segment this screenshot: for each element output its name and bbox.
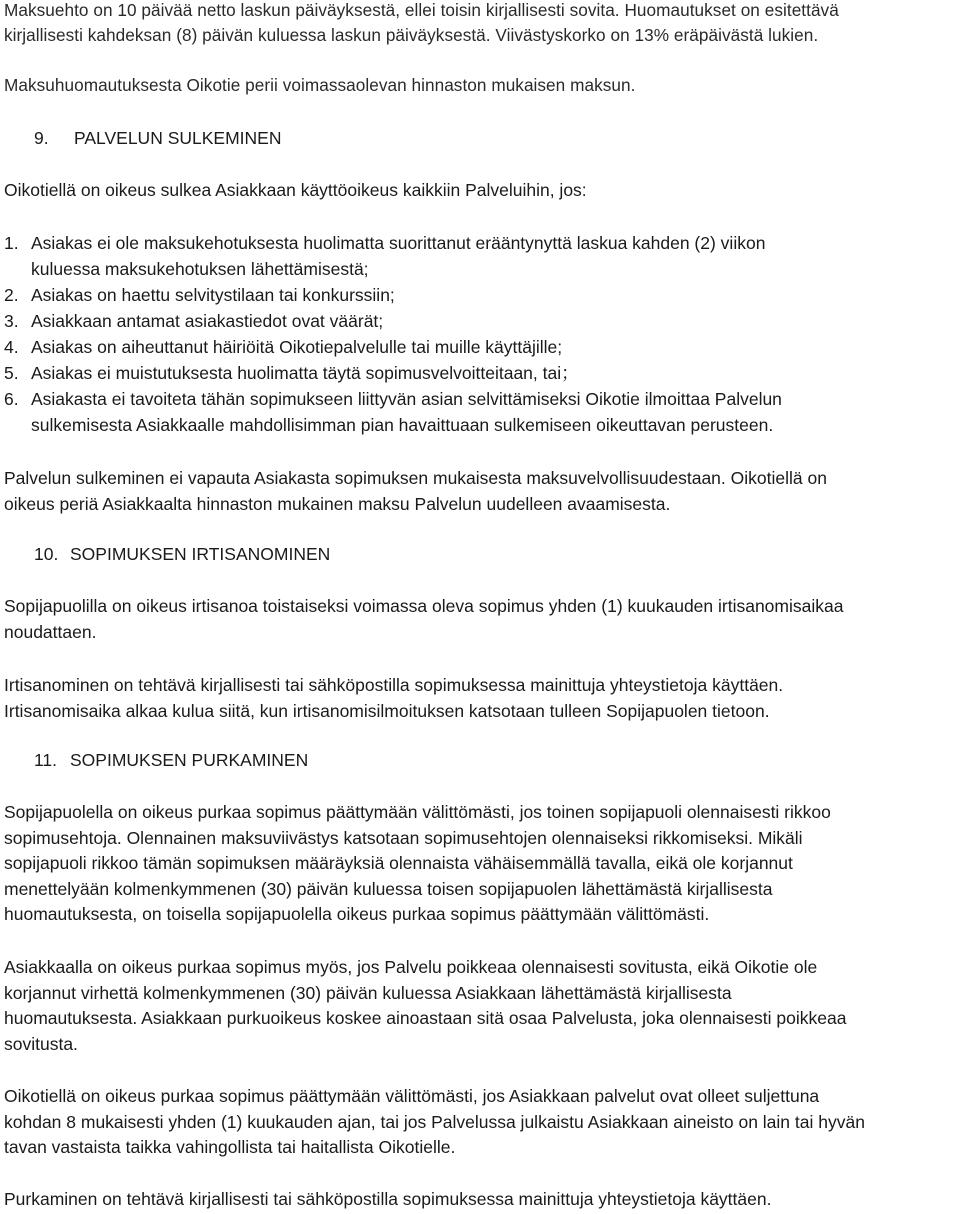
section-11-paragraph <box>4 955 960 1057</box>
list-marker: 5. <box>4 363 19 383</box>
list-marker: 6. <box>4 389 19 409</box>
list-text: Asiakas ei ole maksukehotuksesta huolimatta suorittanut erääntynyttä laskua kahden (2) viikon <box>31 233 766 253</box>
list-marker: 2. <box>4 285 19 305</box>
section-11-paragraph <box>4 800 960 928</box>
list-item <box>4 282 395 308</box>
list-text: kuluessa maksukehotuksen lähettämisestä; <box>31 259 369 279</box>
text-line: korjannut virhettä kolmenkymmenen (30) päivän kuluessa Asiakkaan lähettämästä kirjallisesta <box>4 982 732 1003</box>
text-line: Irtisanominen on tehtävä kirjallisesti tai sähköpostilla sopimuksessa mainittuja yhteystietoja käyttäen. <box>4 675 784 695</box>
section-9-heading <box>34 126 281 150</box>
text-line: menettelyään kolmenkymmenen (30) päivän kuluessa toisen sopijapuolen lähettämästä kirjallisesta <box>4 878 773 899</box>
text-line: Oikotiellä on oikeus purkaa sopimus päättymään välittömästi, jos Asiakkaan palvelut ovat olleet suljettuna <box>4 1086 820 1106</box>
section-11-paragraph <box>4 1084 960 1161</box>
text-line: sopijapuoli rikkoo tämän sopimuksen määräyksiä olennaista vähäisemmällä tavalla, eikä ole korjannut <box>4 853 793 873</box>
section-title: SOPIMUKSEN IRTISANOMINEN <box>70 544 331 564</box>
text-line: Maksuhuomautuksesta Oikotie perii voimassaolevan hinnaston mukaisen maksun. <box>4 75 636 95</box>
text-line: huomautuksesta. Asiakkaan purkuoikeus koskee ainoastaan sitä osaa Palvelusta, joka olennaisesti poikkeaa <box>4 1008 847 1028</box>
text-line: tavan vastaista taikka vahingollista tai haitallista Oikotielle. <box>4 1137 456 1157</box>
text-line: Sopijapuolilla on oikeus irtisanoa toistaiseksi voimassa oleva sopimus yhden (1) kuukauden irtisanomisaikaa <box>4 596 844 616</box>
text-line: Palvelun sulkeminen ei vapauta Asiakasta sopimuksen mukaisesta maksuvelvollisuudestaan. Oikotiellä on <box>4 468 827 488</box>
list-marker: 4. <box>4 337 19 357</box>
list-item <box>4 230 765 282</box>
text-line: huomautuksesta, on toisella sopijapuolella oikeus purkaa sopimus päättymään välittömästi. <box>4 904 710 924</box>
section-10-paragraph <box>4 594 960 645</box>
section-title: PALVELUN SULKEMINEN <box>74 128 282 148</box>
reminder-fee-paragraph <box>4 73 635 98</box>
list-item <box>4 386 782 438</box>
section-10-paragraph <box>4 673 960 724</box>
list-text: sulkemisesta Asiakkaalle mahdollisimman pian havaittuaan sulkemiseen oikeuttavan perusteen. <box>31 415 774 435</box>
section-9-closing <box>4 466 960 517</box>
section-number: 11. <box>34 750 58 770</box>
text-line: Oikotiellä on oikeus sulkea Asiakkaan käyttöoikeus kaikkiin Palveluihin, jos: <box>4 180 587 200</box>
text-line: Asiakkaalla on oikeus purkaa sopimus myös, jos Palvelu poikkeaa olennaisesti sovitusta, eikä Oikotie ole <box>4 957 818 977</box>
text-line: oikeus periä Asiakkaalta hinnaston mukainen maksu Palvelun uudelleen avaamisesta. <box>4 493 671 514</box>
list-marker: 1. <box>4 233 19 253</box>
section-11-heading <box>34 748 308 772</box>
list-text: Asiakas on haettu selvitystilaan tai konkurssiin; <box>31 285 395 305</box>
text-line: noudattaen. <box>4 621 97 642</box>
section-9-lead <box>4 178 960 204</box>
text-line: kohdan 8 mukaisesti yhden (1) kuukauden ajan, tai jos Palvelussa julkaistu Asiakkaan aineisto on lain tai hyvän <box>4 1111 865 1132</box>
list-text: Asiakasta ei tavoiteta tähän sopimukseen liittyvän asian selvittämiseksi Oikotie ilmoittaa Palvelun <box>31 389 782 409</box>
text-line: Irtisanomisaika alkaa kulua siitä, kun irtisanomisilmoituksen katsotaan tulleen Sopijapuolen tietoon. <box>4 700 770 721</box>
text-line: Purkaminen on tehtävä kirjallisesti tai sähköpostilla sopimuksessa mainittuja yhteystietoja käyttäen. <box>4 1189 772 1209</box>
text-line: Sopijapuolella on oikeus purkaa sopimus päättymään välittömästi, jos toinen sopijapuoli olennaisesti rikkoo <box>4 802 831 822</box>
text-line: sopimusehtoja. Olennainen maksuviivästys katsotaan sopimusehtojen olennaiseksi rikkomiseksi. Mikäli <box>4 827 803 848</box>
payment-terms-paragraph <box>4 0 839 47</box>
text-line: kirjallisesti kahdeksan (8) päivän kuluessa laskun päiväyksestä. Viivästyskorko on 13% eräpäivästä lukien. <box>4 24 819 45</box>
section-title: SOPIMUKSEN PURKAMINEN <box>70 750 309 770</box>
section-11-paragraph <box>4 1187 960 1213</box>
text-line: sovitusta. <box>4 1033 78 1054</box>
list-text: Asiakkaan antamat asiakastiedot ovat väärät; <box>31 311 384 331</box>
list-marker: 3. <box>4 311 19 331</box>
list-text: Asiakas ei muistutuksesta huolimatta täytä sopimusvelvoitteitaan, tai； <box>31 363 579 383</box>
section-10-heading <box>34 542 330 566</box>
list-text: Asiakas on aiheuttanut häiriöitä Oikotiepalvelulle tai muille käyttäjille; <box>31 337 563 357</box>
list-item <box>4 360 579 386</box>
text-line: Maksuehto on 10 päivää netto laskun päiväyksestä, ellei toisin kirjallisesti sovita. Huomautukset on esitettävä <box>4 0 839 20</box>
section-number: 10. <box>34 544 59 564</box>
list-item <box>4 308 383 334</box>
section-number: 9. <box>34 128 49 148</box>
list-item <box>4 334 562 360</box>
